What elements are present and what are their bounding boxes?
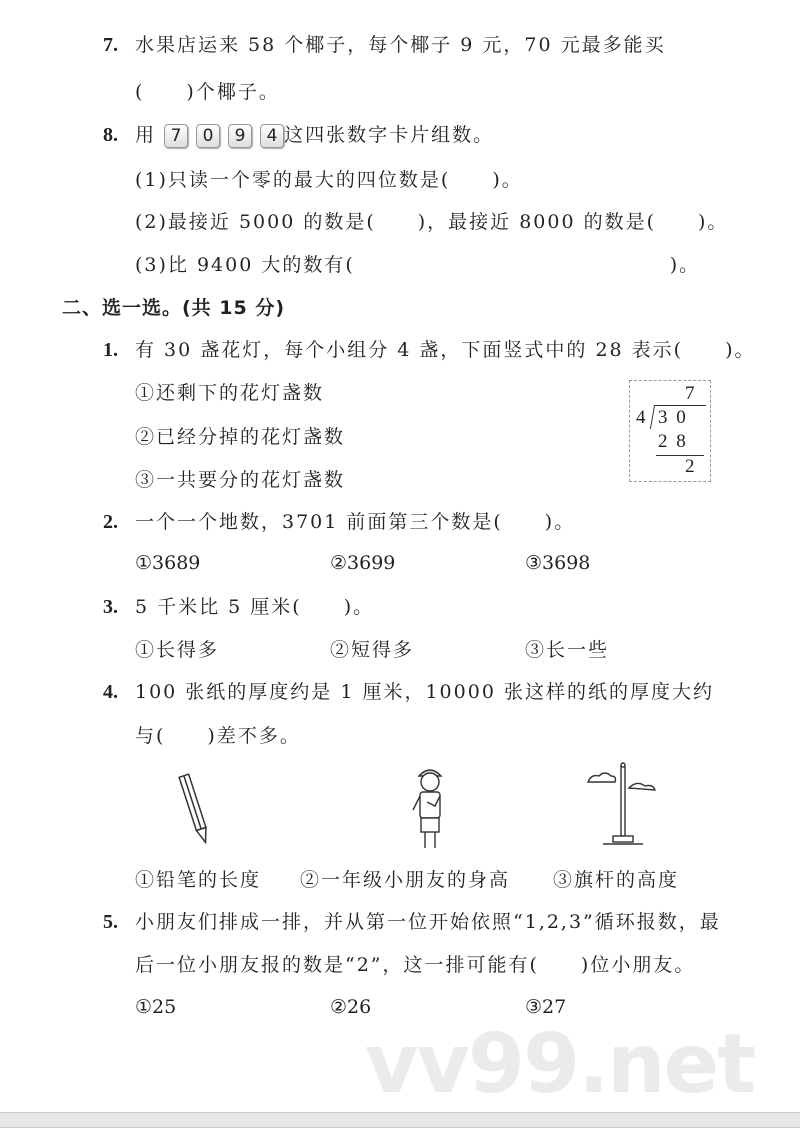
question-text: 与( )差不多。 <box>135 725 301 747</box>
flagpole-icon <box>585 760 660 852</box>
product: 2 8 <box>658 431 688 452</box>
option: ②3699 <box>330 552 396 574</box>
digit-card: 0 <box>196 124 220 148</box>
child-icon <box>405 762 455 854</box>
question-text: 5 千米比 5 厘米( )。 <box>135 596 375 618</box>
question-number: 5. <box>103 911 118 933</box>
option: ②一年级小朋友的身高 <box>300 869 511 891</box>
question-number: 8. <box>103 124 118 146</box>
option: ②短得多 <box>330 639 415 661</box>
page-separator <box>0 1112 800 1128</box>
prefix: 用 <box>135 124 157 146</box>
remainder: 2 <box>685 456 695 477</box>
digit-card: 9 <box>228 124 252 148</box>
question-text <box>135 123 494 148</box>
question-text: 100 张纸的厚度约是 1 厘米，10000 张这样的纸的厚度大约 <box>135 681 714 703</box>
option: ①25 <box>135 996 177 1018</box>
dividend: 3 0 <box>658 407 688 428</box>
question-number: 2. <box>103 511 118 533</box>
long-division <box>629 380 711 482</box>
question-text: 水果店运来 58 个椰子，每个椰子 9 元，70 元最多能买 <box>135 34 666 56</box>
digit-card: 4 <box>260 124 284 148</box>
option: ①铅笔的长度 <box>135 869 262 891</box>
sub-question: (3)比 9400 大的数有( )。 <box>135 254 701 276</box>
option: ③27 <box>525 996 567 1018</box>
option: ②已经分掉的花灯盏数 <box>135 426 346 448</box>
option: ①还剩下的花灯盏数 <box>135 382 325 404</box>
question-text: 小朋友们排成一排，并从第一位开始依照“1,2,3”循环报数，最 <box>135 911 721 933</box>
question-text: 后一位小朋友报的数是“2”，这一排可能有( )位小朋友。 <box>135 954 696 976</box>
division-bar <box>654 405 706 406</box>
divisor: 4 <box>636 407 646 428</box>
option: ②26 <box>330 996 372 1018</box>
sub-question: (1)只读一个零的最大的四位数是( )。 <box>135 169 523 191</box>
watermark: vv99.net <box>365 1017 755 1112</box>
quotient: 7 <box>685 383 695 404</box>
option: ③一共要分的花灯盏数 <box>135 469 346 491</box>
option: ③旗杆的高度 <box>553 869 680 891</box>
pencil-icon <box>170 770 220 850</box>
option: ①长得多 <box>135 639 220 661</box>
option: ①3689 <box>135 552 201 574</box>
question-number: 1. <box>103 339 118 361</box>
question-number: 4. <box>103 681 118 703</box>
question-text: ( )个椰子。 <box>135 81 280 103</box>
option: ③长一些 <box>525 639 610 661</box>
question-text: 一个一个地数，3701 前面第三个数是( )。 <box>135 511 576 533</box>
digit-card: 7 <box>164 124 188 148</box>
suffix: 这四张数字卡片组数。 <box>284 124 495 146</box>
subtraction-line <box>656 455 704 456</box>
sub-question: (2)最接近 5000 的数是( )，最接近 8000 的数是( )。 <box>135 211 729 233</box>
option: ③3698 <box>525 552 591 574</box>
division-bracket <box>650 405 655 429</box>
question-number: 7. <box>103 34 118 56</box>
question-text: 有 30 盏花灯，每个小组分 4 盏，下面竖式中的 28 表示( )。 <box>135 339 756 361</box>
section-title: 二、选一选。(共 15 分) <box>62 297 286 319</box>
question-number: 3. <box>103 596 118 618</box>
